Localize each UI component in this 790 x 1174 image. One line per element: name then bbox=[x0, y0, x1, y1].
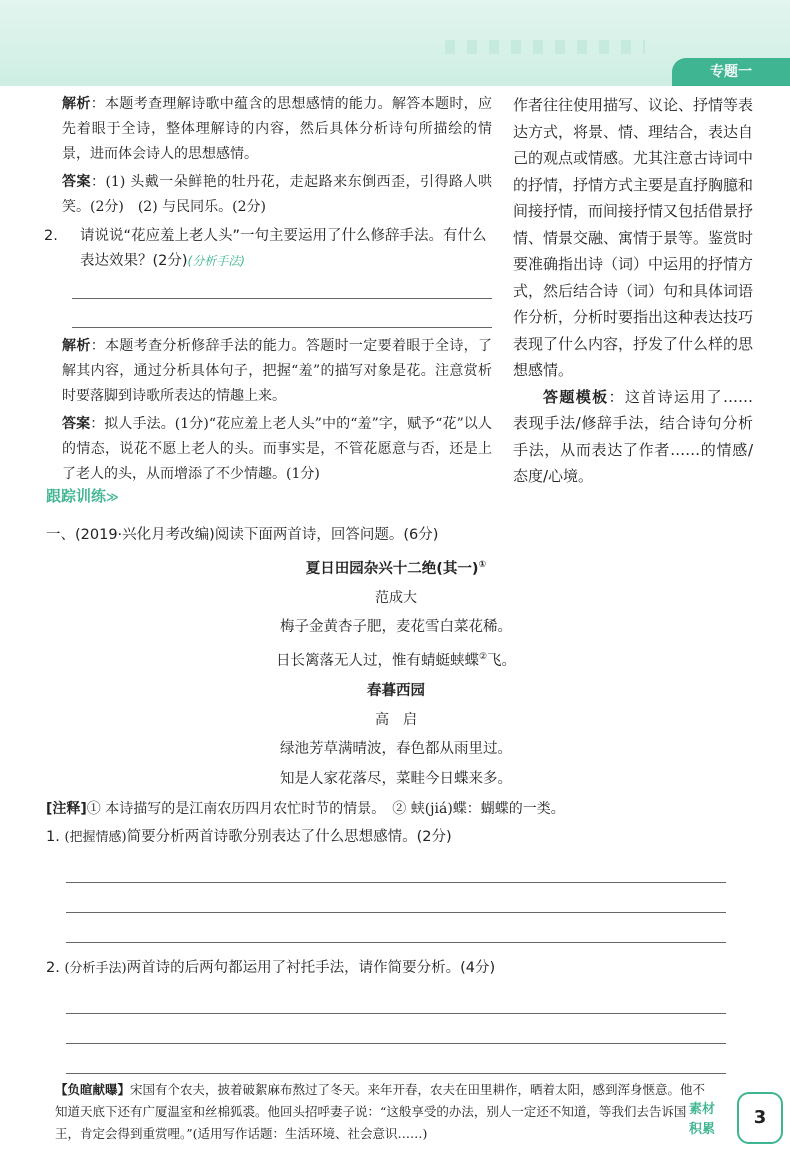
analysis-paragraph-2 bbox=[62, 334, 492, 409]
poem-title: 夏日田园杂兴十二绝(其一)① bbox=[305, 560, 487, 577]
sub-question-2: 2. (分析手法)两首诗的后两句都运用了衬托手法，请作简要分析。(4分) bbox=[46, 959, 496, 976]
section-title: 跟踪训练≫ bbox=[46, 487, 119, 505]
answer-line[interactable] bbox=[66, 1073, 726, 1074]
header-decoration bbox=[445, 40, 645, 54]
answer-line[interactable] bbox=[66, 882, 726, 883]
answer-text: ：拟人手法。(1分)“花应羞上老人头”中的“羞”字，赋予“花”以人的情态，说花不愿上老人的头。而事实是，不管花愿意与否，还是上了老人的头，从而增添了不少情趣。(1分) bbox=[62, 416, 492, 482]
poem-line: 日长篱落无人过，惟有蜻蜓蛱蝶②飞。 bbox=[275, 651, 517, 669]
answer-text: ：(1) 头戴一朵鲜艳的牡丹花，走起路来东倒西歪，引得路人哄笑。(2分) (2) 与民同乐。(2分) bbox=[62, 174, 493, 215]
poem-line: 绿池芳草满晴波，春色都从雨里过。 bbox=[280, 740, 512, 757]
answer-line[interactable] bbox=[66, 1013, 726, 1014]
tips-paragraph: 作者往往使用描写、议论、抒情等表达方式，将景、情、理结合，表达自己的观点或情感。尤其注意古诗词中的抒情，抒情方式主要是直抒胸臆和间接抒情，而间接抒情又包括借景抒情、情景交融、寓情于景等。鉴赏时要准确指出诗（词）中运用的抒情方式，然后结合诗（词）句和具体词语作分析，分析时要指出这种表达技巧表现了什么内容，抒发了什么样的思想感情。 bbox=[513, 96, 754, 379]
question-text: 请说说“花应羞上老人头”一句主要运用了什么修辞手法。有什么表达效果？(2分) bbox=[80, 228, 487, 269]
exercise-block bbox=[46, 520, 746, 1074]
answer-paragraph-2 bbox=[62, 412, 492, 487]
topic-tab: 专题一 bbox=[672, 58, 790, 86]
answer-paragraph-1 bbox=[62, 170, 492, 220]
analysis-label: 解析 bbox=[62, 96, 91, 112]
analysis-text: ：本题考查理解诗歌中蕴含的思想感情的能力。解答本题时，应先着眼于全诗，整体理解诗的内容，然后具体分析诗句所描绘的情景，进而体会诗人的思想感情。 bbox=[62, 96, 493, 162]
poem-1 bbox=[46, 550, 746, 676]
poem-line: 知是人家花落尽，菜畦今日蝶来多。 bbox=[280, 770, 512, 787]
poem-title: 春暮西园 bbox=[367, 682, 425, 699]
left-column bbox=[44, 92, 493, 487]
question-2 bbox=[44, 224, 492, 274]
template-text: ：这首诗运用了……表现手法/修辞手法，结合诗句分析手法，从而表达了作者……的情感/态度/心境。 bbox=[513, 387, 753, 485]
notes-label: [注释] bbox=[46, 800, 87, 817]
analysis-paragraph-1 bbox=[62, 92, 492, 167]
poem-notes bbox=[46, 796, 746, 822]
answer-label: 答案 bbox=[62, 174, 91, 190]
answer-line[interactable] bbox=[66, 942, 726, 943]
page-header bbox=[0, 0, 790, 86]
skill-tag: (分析手法) bbox=[187, 254, 245, 268]
answer-line[interactable] bbox=[66, 1043, 726, 1044]
footer-label: 素材 积累 bbox=[688, 1102, 715, 1137]
poem-author: 范成大 bbox=[375, 589, 417, 606]
page-number: 3 bbox=[737, 1092, 783, 1144]
template-label: 答题模板 bbox=[543, 387, 609, 406]
poem-2 bbox=[46, 676, 746, 794]
poem-line: 梅子金黄杏子肥，麦花雪白菜花稀。 bbox=[280, 618, 512, 635]
poem-author: 高 启 bbox=[375, 711, 417, 728]
answer-label: 答案 bbox=[62, 416, 91, 432]
analysis-label: 解析 bbox=[62, 338, 91, 354]
notes-text: ① 本诗描写的是江南农历四月农忙时节的情景。 ② 蛱(jiá)蝶：蝴蝶的一类。 bbox=[86, 800, 565, 817]
answer-line[interactable] bbox=[72, 327, 492, 328]
right-column-tips bbox=[513, 92, 753, 490]
answer-template bbox=[513, 384, 753, 490]
material-box bbox=[55, 1079, 707, 1165]
material-text: 宋国有个农夫，披着破絮麻布熬过了冬天。来年开春，农夫在田里耕作，晒着太阳，感到浑身惬意。他不知道天底下还有广厦温室和丝棉狐裘。他回头招呼妻子说：“这般享受的办法，别人一定还不知道，等我们去告诉国王，肯定会得到重赏哩。”(适用写作话题：生活环境、社会意识……) bbox=[55, 1082, 706, 1141]
exercise-intro: 一、(2019·兴化月考改编)阅读下面两首诗，回答问题。(6分) bbox=[46, 527, 439, 543]
analysis-text: ：本题考查分析修辞手法的能力。答题时一定要着眼于全诗，了解其内容，通过分析具体句子，把握“羞”的描写对象是花。注意赏析时要落脚到诗歌所表达的情趣上来。 bbox=[62, 338, 493, 404]
question-number: 2. bbox=[44, 228, 58, 244]
material-heading: 【负暄献曝】 bbox=[55, 1082, 131, 1097]
chevron-right-icon: ≫ bbox=[106, 490, 119, 504]
answer-line[interactable] bbox=[72, 298, 492, 299]
sub-question-1: 1. (把握情感)简要分析两首诗歌分别表达了什么思想感情。(2分) bbox=[46, 828, 452, 845]
answer-lines-1 bbox=[66, 882, 726, 943]
answer-lines-2 bbox=[66, 1013, 726, 1074]
answer-line[interactable] bbox=[66, 912, 726, 913]
